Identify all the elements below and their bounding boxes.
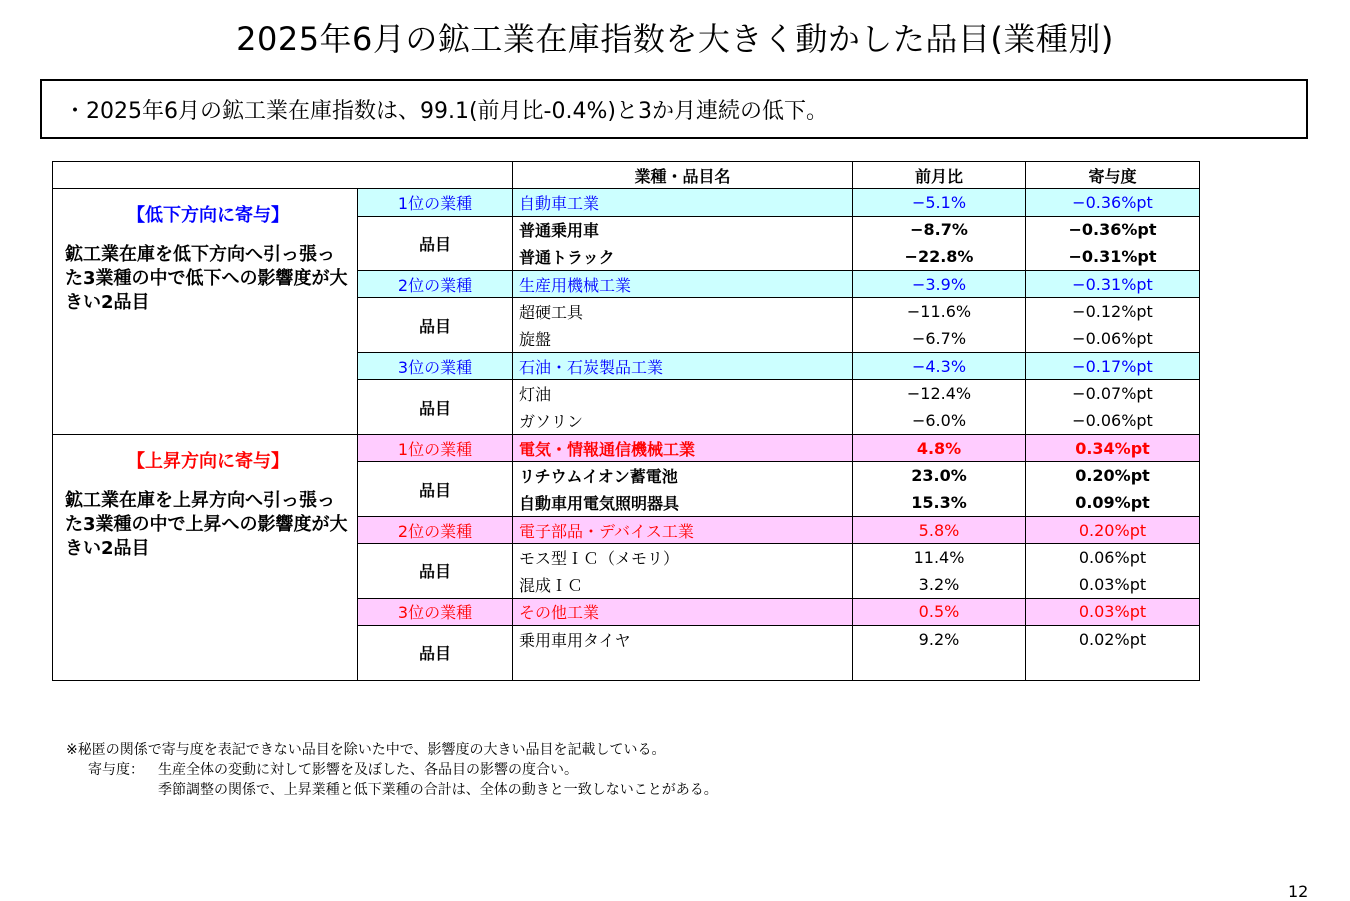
item-mom: 9.2% xyxy=(853,626,1026,653)
industry-contribution: −0.31%pt xyxy=(1026,271,1200,298)
item-contribution: 0.06%pt xyxy=(1026,544,1200,571)
industry-contribution: −0.17%pt xyxy=(1026,353,1200,380)
industry-rank: 3位の業種 xyxy=(358,353,513,380)
industry-contribution: 0.03%pt xyxy=(1026,598,1200,625)
page-title: 2025年6月の鉱工業在庫指数を大きく動かした品目(業種別) xyxy=(236,20,1114,58)
item-label: 品目 xyxy=(358,544,513,599)
item-name: 普通乗用車 xyxy=(513,216,853,243)
industry-rank: 2位の業種 xyxy=(358,271,513,298)
item-name: 乗用車用タイヤ xyxy=(513,626,853,653)
industry-contribution: −0.36%pt xyxy=(1026,189,1200,216)
item-mom: −6.0% xyxy=(853,407,1026,434)
item-name: リチウムイオン蓄電池 xyxy=(513,462,853,489)
item-name: 混成ＩＣ xyxy=(513,571,853,598)
item-contribution: 0.20%pt xyxy=(1026,462,1200,489)
industry-rank: 1位の業種 xyxy=(358,434,513,461)
item-label: 品目 xyxy=(358,380,513,435)
industry-rank: 1位の業種 xyxy=(358,189,513,216)
industry-mom: −3.9% xyxy=(853,271,1026,298)
footnote-label-spacer xyxy=(66,780,158,800)
table-row xyxy=(53,189,1200,216)
industry-mom: −5.1% xyxy=(853,189,1026,216)
footnote-label: 寄与度： xyxy=(88,762,144,778)
industry-name: 石油・石炭製品工業 xyxy=(513,353,853,380)
industry-contribution: 0.20%pt xyxy=(1026,516,1200,543)
item-mom: −11.6% xyxy=(853,298,1026,325)
footnote-line: 生産全体の変動に対して影響を及ぼした、各品目の影響の度合い。 xyxy=(158,762,578,778)
footnote-line: ※秘匿の関係で寄与度を表記できない品目を除いた中で、影響度の大きい品目を記載している。 xyxy=(66,742,666,758)
item-mom: 15.3% xyxy=(853,489,1026,516)
table-row xyxy=(53,434,1200,461)
item-label: 品目 xyxy=(358,216,513,271)
industry-name: その他工業 xyxy=(513,598,853,625)
industry-mom: 4.8% xyxy=(853,434,1026,461)
item-contribution: −0.12%pt xyxy=(1026,298,1200,325)
footnote-definition xyxy=(66,780,718,800)
industry-rank: 3位の業種 xyxy=(358,598,513,625)
decrease-panel xyxy=(53,189,358,435)
item-contribution: 0.09%pt xyxy=(1026,489,1200,516)
item-name: 旋盤 xyxy=(513,325,853,352)
table-header-row xyxy=(53,162,1200,189)
header-contribution: 寄与度 xyxy=(1026,162,1200,189)
item-mom: −6.7% xyxy=(853,325,1026,352)
item-label: 品目 xyxy=(358,462,513,517)
footnotes xyxy=(66,740,718,800)
industry-mom: 0.5% xyxy=(853,598,1026,625)
inventory-contribution-table xyxy=(52,161,1200,681)
industry-name: 自動車工業 xyxy=(513,189,853,216)
item-mom xyxy=(853,653,1026,680)
item-mom: −12.4% xyxy=(853,380,1026,407)
item-contribution: 0.03%pt xyxy=(1026,571,1200,598)
item-contribution: −0.06%pt xyxy=(1026,407,1200,434)
decrease-heading: 【低下方向に寄与】 xyxy=(127,205,289,227)
header-mom: 前月比 xyxy=(853,162,1026,189)
summary-box xyxy=(40,79,1308,139)
decrease-description: 鉱工業在庫を低下方向へ引っ張った3業種の中で低下への影響度が大きい2品目 xyxy=(65,244,348,314)
item-contribution xyxy=(1026,653,1200,680)
item-name: 普通トラック xyxy=(513,243,853,270)
increase-panel xyxy=(53,434,358,680)
footnote-line: 季節調整の関係で、上昇業種と低下業種の合計は、全体の動きと一致しないことがある。 xyxy=(158,782,718,798)
footnote-definition xyxy=(66,760,718,780)
item-contribution: −0.36%pt xyxy=(1026,216,1200,243)
item-name: 超硬工具 xyxy=(513,298,853,325)
item-label: 品目 xyxy=(358,626,513,681)
item-name: 自動車用電気照明器具 xyxy=(513,489,853,516)
item-mom: 11.4% xyxy=(853,544,1026,571)
item-mom: −22.8% xyxy=(853,243,1026,270)
industry-name: 電子部品・デバイス工業 xyxy=(513,516,853,543)
item-name: モス型ＩＣ（メモリ） xyxy=(513,544,853,571)
industry-name: 電気・情報通信機械工業 xyxy=(513,434,853,461)
item-name: ガソリン xyxy=(513,407,853,434)
item-contribution: −0.06%pt xyxy=(1026,325,1200,352)
item-name xyxy=(513,653,853,680)
increase-description: 鉱工業在庫を上昇方向へ引っ張った3業種の中で上昇への影響度が大きい2品目 xyxy=(65,489,348,559)
header-empty-cell xyxy=(53,162,513,189)
item-mom: 3.2% xyxy=(853,571,1026,598)
item-contribution: 0.02%pt xyxy=(1026,626,1200,653)
item-mom: 23.0% xyxy=(853,462,1026,489)
industry-mom: −4.3% xyxy=(853,353,1026,380)
industry-contribution: 0.34%pt xyxy=(1026,434,1200,461)
industry-rank: 2位の業種 xyxy=(358,516,513,543)
increase-heading: 【上昇方向に寄与】 xyxy=(127,450,289,472)
item-mom: −8.7% xyxy=(853,216,1026,243)
item-label: 品目 xyxy=(358,298,513,353)
item-name: 灯油 xyxy=(513,380,853,407)
item-contribution: −0.31%pt xyxy=(1026,243,1200,270)
industry-name: 生産用機械工業 xyxy=(513,271,853,298)
industry-mom: 5.8% xyxy=(853,516,1026,543)
summary-text: ・2025年6月の鉱工業在庫指数は、99.1(前月比-0.4%)と3か月連続の低下。 xyxy=(64,98,828,124)
page-number: 12 xyxy=(1288,882,1309,901)
header-name: 業種・品目名 xyxy=(513,162,853,189)
item-contribution: −0.07%pt xyxy=(1026,380,1200,407)
